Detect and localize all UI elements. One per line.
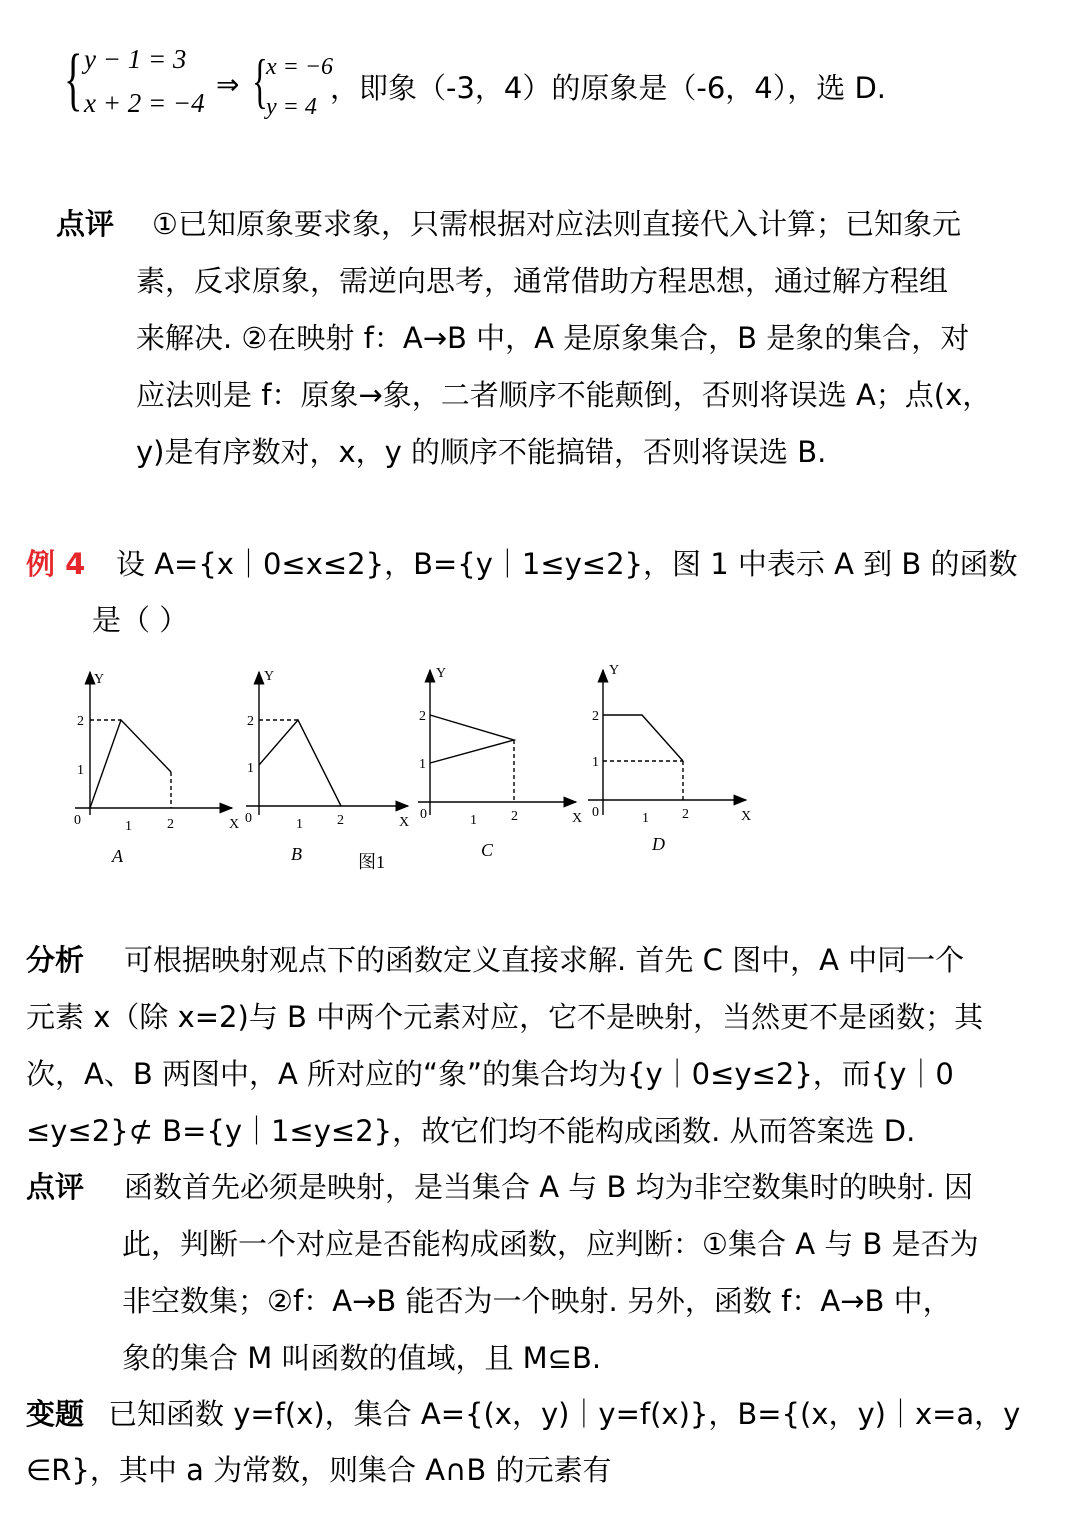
brace-left-2: { (252, 48, 268, 114)
figure-caption: 图1 (358, 852, 385, 872)
ytick-label: 1 (247, 761, 254, 776)
xtick-label: 1 (642, 811, 649, 826)
ytick-label: 1 (419, 757, 426, 772)
xtick-label: 2 (511, 809, 518, 824)
analysis-line: 元素 x（除 x=2)与 B 中两个元素对应，它不是映射，当然更不是函数；其 (26, 1000, 984, 1034)
graph-b (246, 672, 408, 815)
graph-d (588, 670, 746, 815)
y-label: Y (436, 666, 447, 681)
xtick-label: 2 (337, 813, 344, 828)
ytick-label: 2 (247, 714, 254, 729)
brace-left-1: { (64, 41, 83, 118)
y-label: Y (609, 663, 620, 678)
ytick-label: 2 (419, 709, 426, 724)
graph-name: B (291, 844, 302, 864)
review-line: 此，判断一个对应是否能构成函数，应判断：①集合 A 与 B 是否为 (122, 1227, 979, 1261)
origin-label: 0 (592, 805, 599, 820)
graph-curve (90, 720, 171, 808)
x-label: X (572, 811, 583, 826)
analysis-line: 次，A、B 两图中，A 所对应的“象”的集合均为{y｜0≤y≤2}，而{y｜0 (26, 1057, 954, 1091)
origin-label: 0 (420, 807, 427, 822)
graph-curve (259, 720, 341, 806)
system1-line1: y − 1 = 3 (84, 44, 187, 74)
review-line: 非空数集；②f：A→B 能否为一个映射. 另外，函数 f：A→B 中， (122, 1284, 952, 1318)
y-label: Y (94, 672, 105, 687)
xtick-label: 1 (125, 819, 132, 834)
graph-a (75, 672, 232, 815)
ytick-label: 2 (592, 709, 599, 724)
y-label: Y (264, 669, 275, 684)
xtick-label: 1 (296, 817, 303, 832)
variant-label: 变题 (26, 1397, 85, 1431)
analysis-line: 可根据映射观点下的函数定义直接求解. 首先 C 图中，A 中同一个 (124, 943, 965, 977)
x-label: X (741, 809, 752, 824)
example-line: 是（ ） (92, 603, 189, 637)
example-label: 例 4 (26, 547, 86, 581)
graph-curve (430, 715, 514, 763)
review-line: 应法则是 f：原象→象，二者顺序不能颠倒，否则将误选 A；点(x， (136, 378, 992, 412)
system2-line1: x = −6 (266, 54, 334, 80)
ytick-label: 2 (77, 714, 84, 729)
xtick-label: 1 (470, 813, 477, 828)
review-line: 函数首先必须是映射，是当集合 A 与 B 均为非空数集时的映射. 因 (124, 1170, 974, 1204)
review-line: 象的集合 M 叫函数的值域，且 M⊆B. (122, 1341, 602, 1375)
graph-name: C (481, 840, 494, 860)
variant-line: 已知函数 y=f(x)，集合 A={(x，y)｜y=f(x)}，B={(x，y)｜x=a，y (108, 1397, 1021, 1431)
origin-label: 0 (74, 813, 81, 828)
implies-arrow: ⇒ (216, 68, 240, 101)
system1-line2: x + 2 = −4 (84, 88, 205, 118)
example-line: 设 A={x｜0≤x≤2}，B={y｜1≤y≤2}，图 1 中表示 A 到 B 的函数 (116, 547, 1018, 581)
ytick-label: 1 (77, 763, 84, 778)
review-line: 素，反求原象，需逆向思考，通常借助方程思想，通过解方程组 (136, 264, 949, 298)
review-label: 点评 (56, 207, 115, 241)
xtick-label: 2 (167, 817, 174, 832)
graph-name: A (112, 846, 123, 866)
variant-line: ∈R}，其中 a 为常数，则集合 A∩B 的元素有 (26, 1453, 612, 1487)
graph-name: D (652, 834, 665, 854)
review-line: 来解决. ②在映射 f：A→B 中，A 是原象集合，B 是象的集合，对 (136, 321, 970, 355)
analysis-line: ≤y≤2}⊄ B={y｜1≤y≤2}，故它们均不能构成函数. 从而答案选 D. (26, 1114, 916, 1148)
origin-label: 0 (245, 811, 252, 826)
xtick-label: 2 (682, 807, 689, 822)
ytick-label: 1 (592, 755, 599, 770)
review-label: 点评 (26, 1170, 85, 1204)
graph-curve (603, 715, 683, 761)
graph-c (418, 670, 576, 815)
x-label: X (399, 815, 410, 830)
figure-1 (0, 650, 1080, 890)
review-line: ①已知原象要求象，只需根据对应法则直接代入计算；已知象元 (152, 207, 961, 241)
review-line: y)是有序数对，x，y 的顺序不能搞错，否则将误选 B. (136, 435, 827, 469)
x-label: X (229, 817, 240, 832)
system2-line2: y = 4 (266, 94, 317, 120)
solution-sentence: ，即象（-3，4）的原象是（-6，4），选 D. (330, 71, 886, 105)
analysis-label: 分析 (26, 943, 85, 977)
